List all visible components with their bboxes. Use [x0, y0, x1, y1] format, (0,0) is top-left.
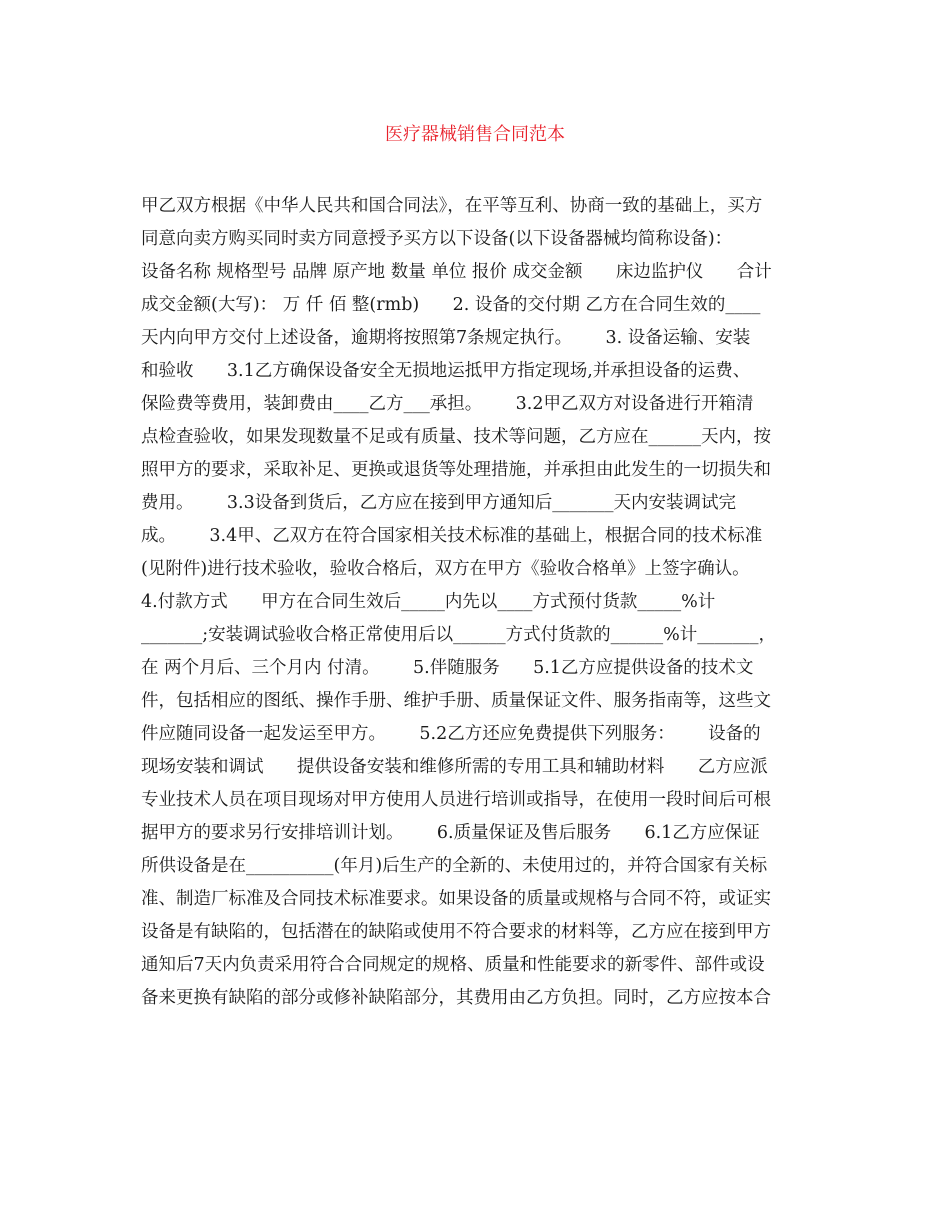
body-line: 在 两个月后、三个月内 付清。 5.伴随服务 5.1乙方应提供设备的技术文: [141, 658, 754, 678]
body-line: 保险费等费用，装卸费由____乙方___承担。 3.2甲乙双方对设备进行开箱清: [141, 394, 754, 414]
body-line: 费用。 3.3设备到货后，乙方应在接到甲方通知后_______天内安装调试完: [141, 493, 736, 513]
body-line: 件，包括相应的图纸、操作手册、维护手册、质量保证文件、服务指南等，这些文: [141, 691, 771, 711]
body-line: 甲乙双方根据《中华人民共和国合同法》，在平等互利、协商一致的基础上，买方: [141, 196, 763, 216]
body-line: 设备是有缺陷的，包括潜在的缺陷或使用不符合要求的材料等，乙方应在接到甲方: [141, 922, 771, 942]
body-line: 照甲方的要求，采取补足、更换或退货等处理措施，并承担由此发生的一切损失和: [141, 460, 771, 480]
body-line: 通知后7天内负责采用符合合同规定的规格、质量和性能要求的新零件、部件或设: [141, 955, 765, 975]
body-line: 现场安装和调试 提供设备安装和维修所需的专用工具和辅助材料 乙方应派: [141, 757, 768, 777]
body-line: 成。 3.4甲、乙双方在符合国家相关技术标准的基础上，根据合同的技术标准: [141, 526, 763, 546]
body-line: 准、制造厂标准及合同技术标准要求。如果设备的质量或规格与合同不符，或证实: [141, 889, 771, 909]
body-line: 点检查验收，如果发现数量不足或有质量、技术等问题，乙方应在______天内，按: [141, 427, 771, 447]
body-line: 专业技术人员在项目现场对甲方使用人员进行培训或指导，在使用一段时间后可根: [141, 790, 771, 810]
body-line: 和验收 3.1乙方确保设备安全无损地运抵甲方指定现场,并承担设备的运费、: [141, 361, 751, 381]
body-line: 件应随同设备一起发运至甲方。 5.2乙方还应免费提供下列服务： 设备的: [141, 724, 761, 744]
body-line: _______;安装调试验收合格正常使用后以______方式付货款的______%计_______，: [141, 625, 777, 645]
body-line: 成交金额(大写)： 万 仟 佰 整(rmb) 2. 设备的交付期 乙方在合同生效的____: [141, 295, 761, 315]
body-line: 天内向甲方交付上述设备，逾期将按照第7条规定执行。 3. 设备运输、安装: [141, 328, 751, 348]
body-line: 同意向卖方购买同时卖方同意授予买方以下设备(以下设备器械均简称设备)：: [141, 229, 733, 249]
document-title: 医疗器械销售合同范本: [385, 124, 565, 145]
body-line: 设备名称 规格型号 品牌 原产地 数量 单位 报价 成交金额 床边监护仪 合计: [141, 262, 772, 282]
document-body: [141, 190, 813, 1015]
body-line: 4.付款方式 甲方在合同生效后_____内先以____方式预付货款_____%计: [141, 592, 716, 612]
body-line: 据甲方的要求另行安排培训计划。 6.质量保证及售后服务 6.1乙方应保证: [141, 823, 760, 843]
body-line: 备来更换有缺陷的部分或修补缺陷部分，其费用由乙方负担。同时，乙方应按本合: [141, 988, 771, 1008]
body-line: (见附件)进行技术验收，验收合格后，双方在甲方《验收合格单》上签字确认。: [141, 559, 750, 579]
body-line: 所供设备是在__________(年月)后生产的全新的、未使用过的，并符合国家有关标: [141, 856, 768, 876]
